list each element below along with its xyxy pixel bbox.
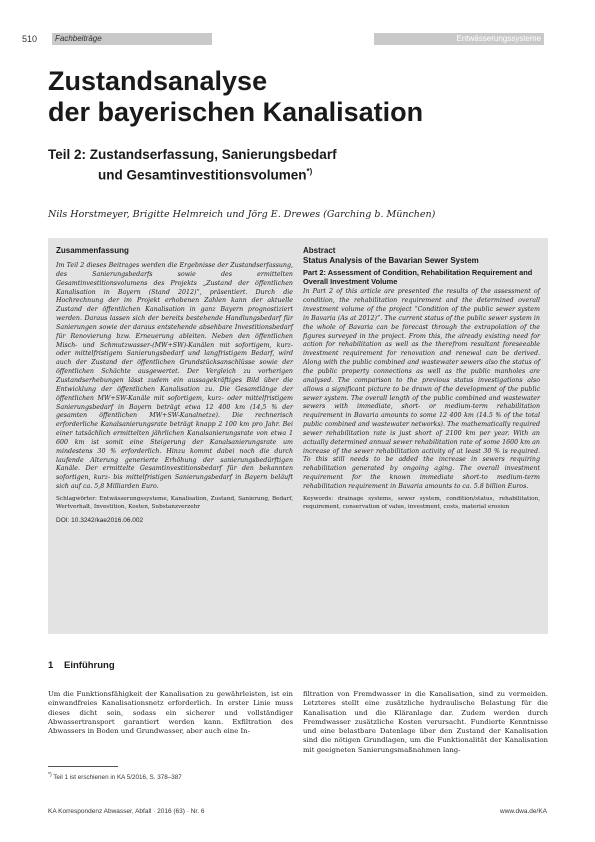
footnote-mark: *): [48, 772, 52, 778]
running-header: [22, 33, 544, 45]
section-tag: Fachbeiträge: [52, 33, 212, 45]
subtitle-footnote-mark: *): [306, 167, 313, 176]
subtitle-line-1: Teil 2: Zustandserfassung, Sanierungsbedarf: [48, 147, 337, 162]
title-line-2: der bayerischen Kanalisation: [48, 97, 424, 127]
footnote: [48, 771, 182, 782]
authors: Nils Horstmeyer, Brigitte Helmreich und Jörg E. Drewes (Garching b. München): [48, 209, 436, 220]
subtitle-line-2-wrap: [48, 163, 548, 184]
footer-url: www.dwa.de/KA: [500, 808, 547, 815]
article-subtitle: [48, 146, 548, 184]
category-tag: Entwässerungssysteme: [374, 33, 544, 45]
doi: DOI: 10.3242/kae2016.06.002: [56, 516, 144, 524]
abstract-english-subtitle: Part 2: Assessment of Condition, Rehabilitation Requirement and Overall Investment Volume: [303, 268, 533, 287]
footnote-text: Teil 1 ist erschienen in KA 5/2016, S. 378–387: [53, 774, 182, 782]
abstract-german-keywords: Schlagwörter: Entwässerungssysteme, Kanalisation, Zustand, Sanierung, Bedarf, Wertverhalt, Investition, Kosten, Substanzverzehr: [56, 495, 293, 510]
section-number: 1: [48, 660, 54, 671]
abstract-box: [48, 238, 548, 634]
footnote-divider: [48, 766, 118, 767]
abstract-english-label: Abstract Status Analysis of the Bavarian Sewer System: [303, 246, 479, 265]
abstract-german: [56, 246, 293, 525]
section-title: Einführung: [64, 660, 115, 671]
abstract-english-keywords: Keywords: drainage systems, sewer system, condition/status, rehabilitation, requirement, conservation of value, investment, costs, material erosion: [303, 495, 540, 510]
abstract-german-heading: Zusammenfassung: [56, 246, 129, 255]
page-number: 510: [22, 34, 38, 44]
abstract-english: [303, 246, 540, 511]
title-line-1: Zustandsanalyse: [48, 66, 268, 96]
footer-journal: KA Korrespondenz Abwasser, Abfall · 2016 (63) · Nr. 6: [48, 808, 205, 815]
subtitle-line-2: und Gesamtinvestitionsvolumen: [98, 167, 307, 183]
article-title: [48, 66, 548, 128]
body-text-left: Um die Funktionsfähigkeit der Kanalisation zu gewährleisten, ist ein einwandfreies Kanalisationsnetz erforderlich. In erster Linie muss dieses dicht sein, sodass ein sicherer und vollständiger Abwassertransport garantiert werden kann. Exfiltration des Abwassers in Boden und Grundwasser, aber auch eine In-: [48, 690, 293, 736]
body-text-right: filtration von Fremdwasser in die Kanalisation, sind zu vermeiden. Letzteres stellt eine zusätzliche hydraulische Belastung für die Kanalisation und die Kläranlage dar. Zudem werden durch Fremdwasser zusätzliche Kosten verursacht. Fundierte Kenntnisse und eine belastbare Datenlage über den Zustand der Kanalisation sind die nötigen Grundlagen, um die Funktionalität der Kanalisation mit geeigneten Sanierungsmaßnahmen lang-: [303, 690, 548, 754]
section-heading: [48, 660, 115, 672]
abstract-english-text: In Part 2 of this article are presented the results of the assessment of condition, the rehabilitation requirement and the determined overall investment volume of the project “Condition of the public sewer system in Bavaria (As at 2012)”. The current status of the public sewer system in the whole of Bavaria can be forecast through the extrapolation of the figures surveyed in the project. From this, the already existing need for action for rehabilitation as well as the therefrom resultant foreseeable investment requirement for renovation and renewal can be derived. Along with the public combined and wastewater sewers also the status of the public property connections as well as the public manholes are analysed. The comparison to the previous status investigations also allows a significant picture to be drawn of the development of the public sewer system. The overall length of the public combined and wastewater sewers with immediate, short- or medium-term rehabilitation requirement in Bavaria amounts to some 12 400 km (14.5 % of the total public combined and wastewater networks). The mathematically required sewer rehabilitation rate is just short of 2100 km per year. With an actually determined annual sewer rehabilitation rate of some 1600 km an increase of the sewer rehabilitation activity of at least 30 % is required. To this still needs to be added the increase in sewers requiring rehabilitation generated by ongoing aging. The overall investment requirement for the known immediate short-to medium-term rehabilitation requirement in Bavaria amounts to ca. 5.8 billion Euros.: [303, 288, 540, 490]
abstract-german-text: Im Teil 2 dieses Beitrages werden die Ergebnisse der Zustandserfassung, des Sanierungsbedarfs sowie des ermittelten Gesamtinvestitionsvolumens des Projekts „Zustand der öffentlichen Kanalisation in Bayern (Stand 2012)“, präsentiert. Durch die Hochrechnung der im Projekt erhobenen Zahlen kann der aktuelle Zustand der öffentlichen Kanalisation in ganz Bayern prognostiziert werden. Daraus lassen sich der bereits bestehende Handlungsbedarf für Sanierungen sowie der daraus entstehende absehbare Investitionsbedarf für Renovierung bzw. Erneuerung ableiten. Neben den öffentlichen Misch- und Schmutzwasser-(MW+SW)-Kanälen mit sofortigem, kurz- oder mittelfristigem Sanierungsbedarf und langfristigem Bedarf, wird auch der Zustand der öffentlichen Grundstücksanschlüsse sowie der öffentlichen Schächte ausgewertet. Der Vergleich zu vorherigen Zustandserhebungen lässt zudem ein aussagekräftiges Bild über die Entwicklung der öffentlichen Kanalisation zu. Die Gesamtlänge der öffentlichen MW+SW-Kanäle mit sofortigem, kurz- oder mittelfristigem Sanierungsbedarf in Bayern beträgt etwa 12 400 km (14,5 % der gesamten öffentlichen MW+SW-Kanalnetze). Die rechnerisch erforderliche Kanalsanierungsrate beträgt knapp 2 100 km pro Jahr. Bei einer tatsächlich ermittelten jährlichen Kanalsanierungsrate von etwa 1 600 km ist somit eine Steigerung der Kanalsanierungsrate um mindestens 30 % erforderlich. Hinzu kommt dabei noch die durch laufende Alterung generierte Erhöhung der sanierungsbedürftigen Kanäle. Der ermittelte Gesamtinvestitionsbedarf für den bekannten sofortigen, kurz- bis mittelfristigen Sanierungsbedarf in Bayern beläuft sich auf ca. 5,8 Milliarden Euro.: [56, 262, 293, 491]
